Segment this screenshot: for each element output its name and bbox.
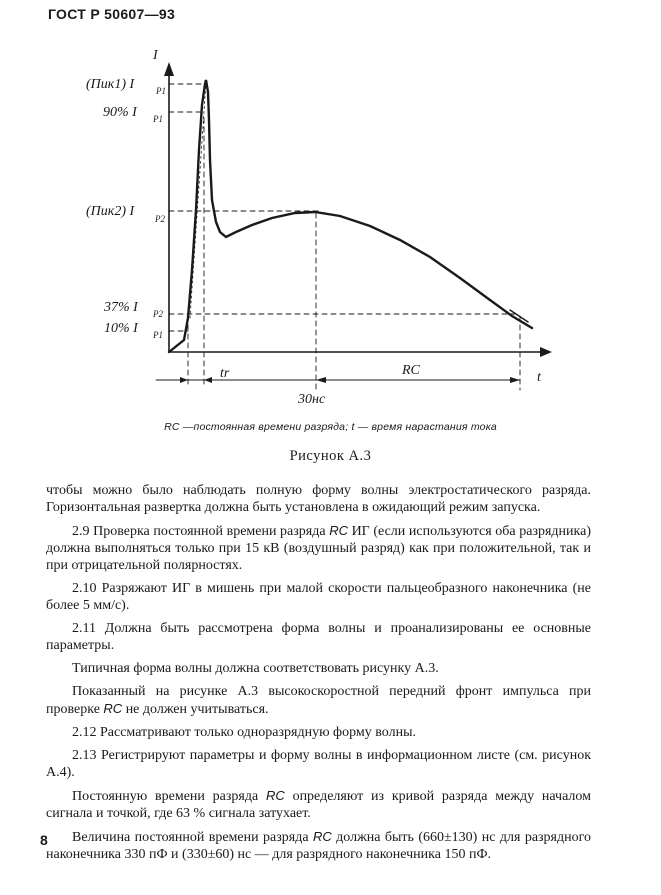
page-number: 8	[40, 832, 48, 848]
x-axis-label: t	[537, 370, 541, 385]
paragraph: Показанный на рисунке А.3 высокоскоростной передний фронт импульса при проверке RC не должен учитываться.	[46, 684, 591, 717]
label-peak1: (Пик1) I	[86, 77, 135, 92]
label-10-percent: 10% I	[104, 321, 138, 336]
y-axis-arrow	[164, 62, 174, 76]
figure-title: Рисунок А.3	[289, 448, 372, 464]
label-37-sub: P2	[153, 309, 163, 319]
figure-a3	[0, 30, 661, 425]
y-axis-label: I	[153, 48, 158, 63]
label-10-sub: P1	[153, 330, 163, 340]
x-axis-arrow	[540, 347, 552, 357]
label-30ns: 30нс	[298, 392, 326, 407]
paragraph: 2.13 Регистрируют параметры и форму волны в информационном листе (см. рисунок А.4).	[46, 748, 591, 780]
waveform-diagram	[0, 30, 661, 425]
label-90-percent: 90% I	[103, 105, 137, 120]
waveform-curve	[169, 80, 532, 352]
document-body	[46, 482, 591, 869]
dim-arrow-right-tr	[204, 377, 212, 383]
paragraph: Величина постоянной времени разряда RC должна быть (660±130) нс для разрядного наконечника 330 пФ и (330±60) нс — для разрядного наконечника 150 пФ.	[46, 829, 592, 862]
label-rc: RC	[402, 363, 420, 378]
paragraph: Типичная форма волны должна соответствовать рисунку А.3.	[72, 661, 439, 676]
dim-arrow-left-tr	[180, 377, 188, 383]
label-peak2-sub: P2	[155, 214, 165, 224]
paragraph: 2.11 Должна быть рассмотрена форма волны и проанализированы ее основные параметры.	[46, 621, 591, 653]
label-peak1-sub: P1	[156, 86, 166, 96]
label-peak2: (Пик2) I	[86, 204, 135, 219]
paragraph: 2.10 Разряжают ИГ в мишень при малой скорости пальцеобразного наконечника (не более 5 мм/с).	[46, 581, 591, 613]
label-90-sub: P1	[153, 114, 163, 124]
paragraph: Постоянную времени разряда RC определяют из кривой разряда между началом сигнала и точкой, где 63 % сигнала затухает.	[46, 788, 592, 821]
dim-arrow-left-rc	[316, 377, 326, 383]
paragraph: 2.12 Рассматривают только одноразрядную форму волны.	[72, 725, 416, 740]
dim-arrow-right-rc	[510, 377, 520, 383]
paragraph: 2.9 Проверка постоянной времени разряда RC ИГ (если используются оба разрядника) должна выполняться только при 15 кВ (воздушный разряд) как при положительной, так и при отрицательной полярностях.	[46, 523, 591, 573]
figure-legend: RC —постоянная времени разряда; t — время нарастания тока	[164, 421, 497, 433]
label-rise-time: tr	[220, 366, 230, 381]
standard-code: ГОСТ Р 50607—93	[48, 6, 176, 22]
label-37-percent: 37% I	[104, 300, 138, 315]
paragraph: чтобы можно было наблюдать полную форму волны электростатического разряда. Горизонтальная развертка должна быть установлена в ожидающий режим запуска.	[46, 483, 591, 515]
